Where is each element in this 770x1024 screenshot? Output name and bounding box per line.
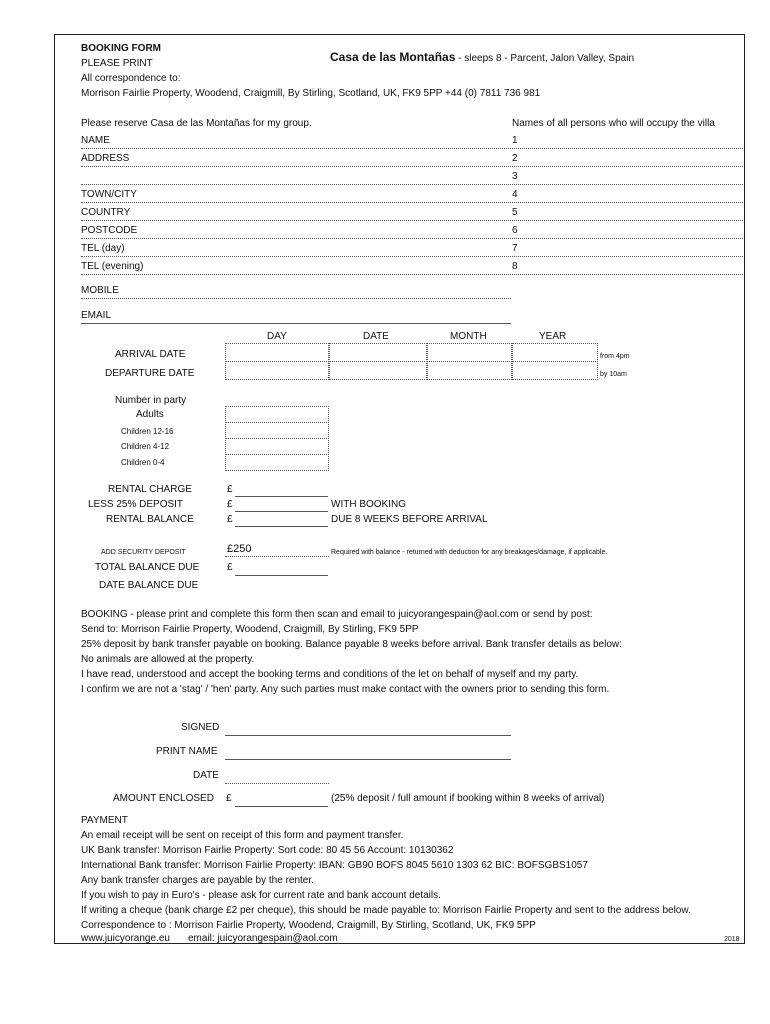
country-field-line[interactable]: [81, 220, 743, 221]
payment-line: An email receipt will be sent on receipt of this form and payment transfer.: [81, 830, 404, 841]
person-number: 6: [512, 225, 518, 236]
signature-line[interactable]: [225, 735, 511, 736]
children-4-12-label: Children 4-12: [121, 442, 170, 451]
date-label: DATE: [193, 770, 219, 781]
form-title: BOOKING FORM: [81, 43, 161, 54]
person-number: 3: [512, 171, 518, 182]
person-number: 7: [512, 243, 518, 254]
print-name-line[interactable]: [225, 759, 511, 760]
person-number: 2: [512, 153, 518, 164]
party-title: Number in party: [115, 395, 187, 406]
instruction-line: 25% deposit by bank transfer payable on booking. Balance payable 8 weeks before arrival. Bank transfer details as below:: [81, 639, 622, 650]
security-deposit-label: ADD SECURITY DEPOSIT: [101, 549, 186, 556]
reserve-text: Please reserve Casa de las Montañas for my group.: [81, 118, 312, 129]
person-number: 8: [512, 261, 518, 272]
person-number: 5: [512, 207, 518, 218]
tel-evening-label: TEL (evening): [81, 261, 144, 272]
amount-enclosed-line[interactable]: [235, 806, 328, 807]
postcode-label: POSTCODE: [81, 225, 138, 236]
departure-date-label: DEPARTURE DATE: [105, 368, 195, 379]
person-number: 1: [512, 135, 518, 146]
security-deposit-line: [225, 556, 329, 557]
with-booking-note: WITH BOOKING: [331, 499, 406, 510]
total-due-currency: £: [227, 562, 233, 573]
booking-form-page: [54, 34, 745, 944]
deposit-field-line[interactable]: [235, 511, 328, 512]
rental-charge-field-line[interactable]: [235, 496, 328, 497]
due-before-note: DUE 8 WEEKS BEFORE ARRIVAL: [331, 514, 488, 525]
payment-line: Any bank transfer charges are payable by the renter.: [81, 875, 314, 886]
arrival-month-input[interactable]: [427, 343, 512, 362]
name-field-line[interactable]: [81, 148, 743, 149]
date-line[interactable]: [225, 783, 329, 784]
amount-currency: £: [226, 793, 232, 804]
security-deposit-note: Required with balance - returned with deduction for any breakages/damage, if applicable.: [331, 549, 608, 556]
payment-line: Correspondence to : Morrison Fairlie Property, Woodend, Craigmill, By Stirling, Scotland, UK, FK9 5PP: [81, 920, 536, 931]
departure-date-input[interactable]: [329, 361, 427, 380]
instruction-line: Send to: Morrison Fairlie Property, Woodend, Craigmill, By Stirling, FK9 5PP: [81, 624, 419, 635]
total-balance-due-label: TOTAL BALANCE DUE: [95, 562, 200, 573]
arrival-date-label: ARRIVAL DATE: [115, 349, 186, 360]
correspondence-label: All correspondence to:: [81, 73, 181, 84]
website-link[interactable]: www.juicyorange.eu: [81, 933, 170, 944]
children-4-12-input[interactable]: [225, 438, 329, 455]
instruction-line: I confirm we are not a 'stag' / 'hen' party. Any such parties must make contact with the owners prior to sending this form.: [81, 684, 610, 695]
arrival-time-note: from 4pm: [600, 353, 630, 360]
tel-day-label: TEL (day): [81, 243, 125, 254]
departure-year-input[interactable]: [512, 361, 598, 380]
month-column-header: MONTH: [450, 331, 487, 342]
total-balance-field-line[interactable]: [235, 575, 328, 576]
date-column-header: DATE: [363, 331, 389, 342]
property-title: [330, 50, 634, 66]
print-name-label: PRINT NAME: [156, 746, 218, 757]
children-0-4-input[interactable]: [225, 454, 329, 471]
instruction-line: BOOKING - please print and complete this form then scan and email to juicyorangespain@aol.com or send by post:: [81, 609, 593, 620]
balance-currency: £: [227, 514, 233, 525]
payment-line: International Bank transfer: Morrison Fairlie Property: IBAN: GB90 BOFS 8045 5610 1303 62 BIC: BOFSGBS1057: [81, 860, 588, 871]
arrival-year-input[interactable]: [512, 343, 598, 362]
property-name: Casa de las Montañas: [330, 50, 456, 64]
please-print: PLEASE PRINT: [81, 58, 153, 69]
email-label: EMAIL: [81, 310, 112, 321]
tel-day-field-line[interactable]: [81, 256, 743, 257]
year-column-header: YEAR: [539, 331, 567, 342]
postcode-field-line[interactable]: [81, 238, 743, 239]
children-12-16-input[interactable]: [225, 422, 329, 439]
security-deposit-amount: £250: [227, 543, 252, 555]
instruction-line: I have read, understood and accept the booking terms and conditions of the let on behalf of myself and my party.: [81, 669, 579, 680]
amount-note: (25% deposit / full amount if booking within 8 weeks of arrival): [331, 793, 605, 804]
name-label: NAME: [81, 135, 110, 146]
tel-evening-field-line[interactable]: [81, 274, 743, 275]
children-0-4-label: Children 0-4: [121, 458, 165, 467]
mobile-field-line[interactable]: [81, 298, 511, 299]
persons-header: Names of all persons who will occupy the villa: [512, 118, 715, 129]
payment-title: PAYMENT: [81, 815, 128, 826]
departure-time-note: by 10am: [600, 371, 627, 378]
town-city-label: TOWN/CITY: [81, 189, 137, 200]
form-year: 2018: [724, 936, 740, 943]
rental-charge-label: RENTAL CHARGE: [108, 484, 192, 495]
date-balance-due-label: DATE BALANCE DUE: [99, 580, 199, 591]
departure-month-input[interactable]: [427, 361, 512, 380]
town-city-field-line[interactable]: [81, 202, 743, 203]
payment-line: UK Bank transfer: Morrison Fairlie Property: Sort code: 80 45 56 Account: 10130362: [81, 845, 454, 856]
country-label: COUNTRY: [81, 207, 131, 218]
address-label: ADDRESS: [81, 153, 130, 164]
address-line2-field-line[interactable]: [81, 184, 743, 185]
rental-charge-currency: £: [227, 484, 233, 495]
departure-day-input[interactable]: [225, 361, 329, 380]
payment-line: If you wish to pay in Euro's - please ask for current rate and bank account details.: [81, 890, 441, 901]
arrival-date-input[interactable]: [329, 343, 427, 362]
less-deposit-label: LESS 25% DEPOSIT: [88, 499, 184, 510]
person-number: 4: [512, 189, 518, 200]
property-description: - sleeps 8 - Parcent, Jalon Valley, Spain: [455, 53, 634, 64]
instruction-line: No animals are allowed at the property.: [81, 654, 255, 665]
rental-balance-label: RENTAL BALANCE: [106, 514, 194, 525]
amount-enclosed-label: AMOUNT ENCLOSED: [113, 793, 214, 804]
adults-input[interactable]: [225, 406, 329, 423]
payment-line: If writing a cheque (bank charge £2 per cheque), this should be made payable to: Morrison Fairlie Property and sent to the address below.: [81, 905, 691, 916]
adults-label: Adults: [136, 409, 164, 420]
signed-label: SIGNED: [181, 722, 220, 733]
address-field-line[interactable]: [81, 166, 743, 167]
email-field-line[interactable]: [81, 323, 511, 324]
mobile-label: MOBILE: [81, 285, 119, 296]
deposit-currency: £: [227, 499, 233, 510]
day-column-header: DAY: [267, 331, 287, 342]
correspondence-address: Morrison Fairlie Property, Woodend, Craigmill, By Stirling, Scotland, UK, FK9 5PP +44 (0) 7811 736 981: [81, 88, 541, 99]
footer-email[interactable]: email: juicyorangespain@aol.com: [188, 933, 338, 944]
arrival-day-input[interactable]: [225, 343, 329, 362]
children-12-16-label: Children 12-16: [121, 427, 174, 436]
balance-field-line[interactable]: [235, 526, 328, 527]
